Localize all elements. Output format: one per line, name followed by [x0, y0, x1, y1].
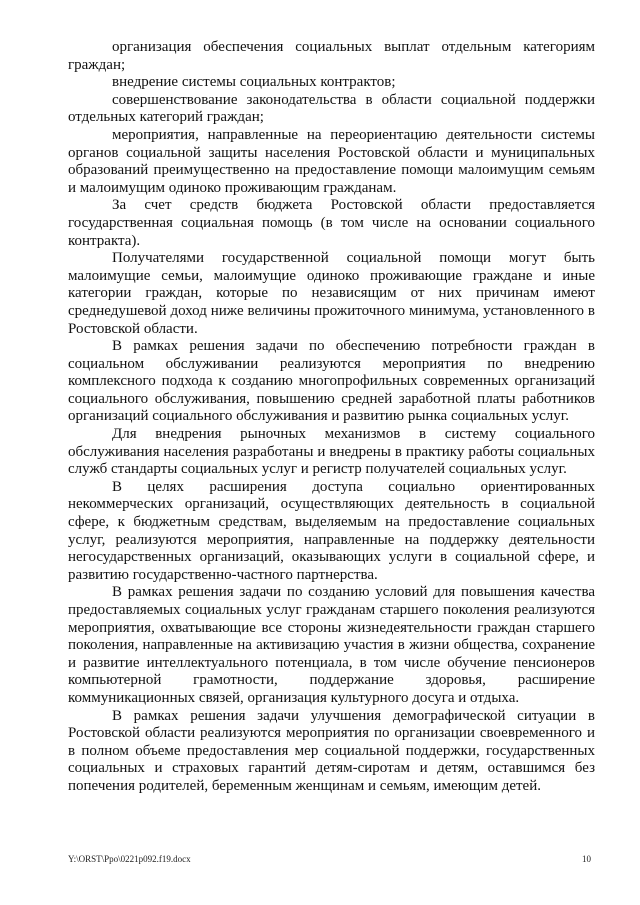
- paragraph: В целях расширения доступа социально ориентированных некоммерческих организаций, осуществляющих деятельность в социальной сфере, к бюджетным средствам, выделяемым на предоставление социальных услуг, реализуются мероприятия, направленные на поддержку деятельности негосударственных организаций, оказывающих услуги в социальной сфере, и развитию государственно-частного партнерства.: [68, 478, 595, 583]
- paragraph: В рамках решения задачи по созданию условий для повышения качества предоставляемых социальных услуг гражданам старшего поколения реализуются мероприятия, охватывающие все стороны жизнедеятельности граждан старшего поколения, направленные на активизацию участия в жизни общества, сохранение и развитие интеллектуального потенциала, в том числе обучение пенсионеров компьютерной грамотности, поддержание здоровья, расширение коммуникационных связей, организация культурного досуга и отдыха.: [68, 584, 595, 706]
- paragraph: В рамках решения задачи по обеспечению потребности граждан в социальном обслуживании реализуются мероприятия по внедрению комплексного подхода к созданию многопрофильных современных организаций социального обслуживания, повышению средней заработной платы работников организаций социального обслуживания и развитию рынка социальных услуг.: [68, 338, 595, 425]
- footer-file-path: Y:\ORST\Ppo\0221p092.f19.docx: [68, 854, 191, 864]
- page-number: 10: [582, 854, 591, 864]
- paragraph: За счет средств бюджета Ростовской области предоставляется государственная социальная помощь (в том числе на основании социального контракта).: [68, 197, 595, 249]
- paragraph: организация обеспечения социальных выплат отдельным категориям граждан;: [68, 39, 595, 73]
- paragraph: мероприятия, направленные на переориентацию деятельности системы органов социальной защиты населения Ростовской области и муниципальных образований преимущественно на предоставление помощи малоимущим семьям и малоимущим одиноко проживающим гражданам.: [68, 126, 595, 196]
- paragraph: Для внедрения рыночных механизмов в систему социального обслуживания населения разработаны и внедрены в практику работы социальных служб стандарты социальных услуг и регистр получателей социальных услуг.: [68, 426, 595, 478]
- paragraph: внедрение системы социальных контрактов;: [112, 74, 396, 91]
- paragraph: совершенствование законодательства в области социальной поддержки отдельных категорий граждан;: [68, 91, 595, 126]
- document-body: [68, 39, 595, 796]
- paragraph: Получателями государственной социальной помощи могут быть малоимущие семьи, малоимущие одиноко проживающие граждане и иные категории граждан, которые по независящим от них причинам имеют среднедушевой доход ниже величины прожиточного минимума, установленного в Ростовской области.: [68, 250, 595, 337]
- paragraph: В рамках решения задачи улучшения демографической ситуации в Ростовской области реализуются мероприятия по организации своевременного и в полном объеме предоставления мер социальной поддержки, государственных социальных и страховых гарантий детям-сиротам и детям, оставшимся без попечения родителей, беременным женщинам и семьям, имеющим детей.: [68, 707, 595, 794]
